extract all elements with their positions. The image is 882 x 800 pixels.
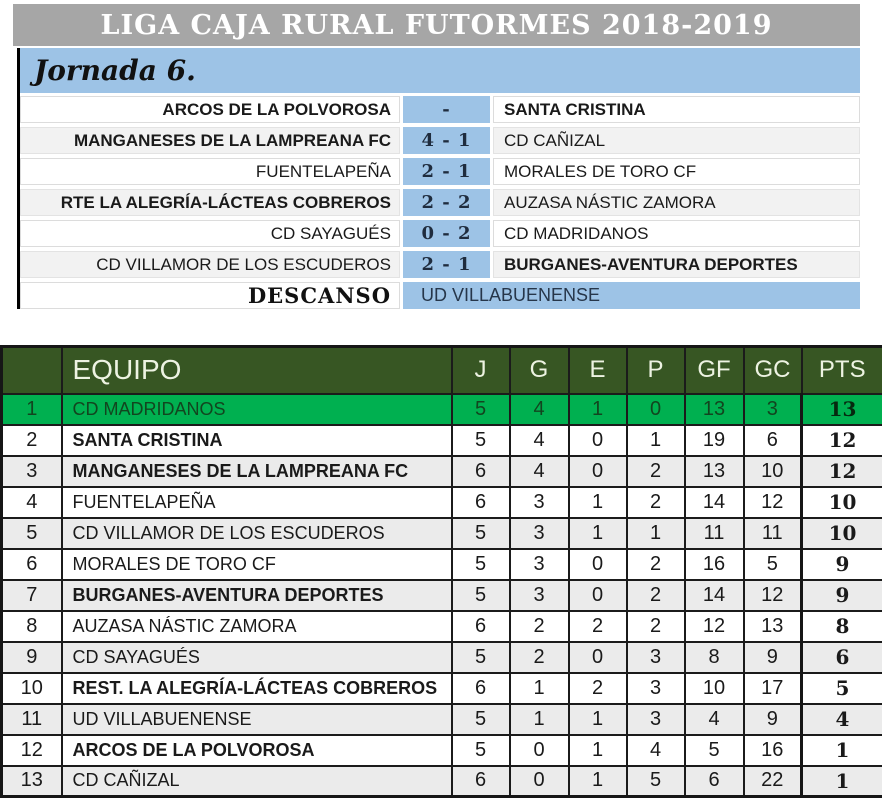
results-rows <box>20 96 860 278</box>
header-equipo: EQUIPO <box>62 347 452 394</box>
won-cell: 3 <box>510 487 569 518</box>
team-cell: MORALES DE TORO CF <box>62 549 452 580</box>
position-cell: 13 <box>2 766 62 797</box>
descanso-row <box>20 282 860 309</box>
won-cell: 3 <box>510 580 569 611</box>
table-row <box>2 518 882 549</box>
points-cell: 5 <box>802 673 882 704</box>
drawn-cell: 1 <box>569 704 627 735</box>
goals-against-cell: 22 <box>744 766 802 797</box>
lost-cell: 2 <box>627 456 685 487</box>
lost-cell: 3 <box>627 673 685 704</box>
won-cell: 0 <box>510 766 569 797</box>
won-cell: 3 <box>510 518 569 549</box>
away-team: CD CAÑIZAL <box>493 127 860 154</box>
lost-cell: 1 <box>627 518 685 549</box>
jornada-bar <box>20 48 860 93</box>
header-points: PTS <box>802 347 882 394</box>
goals-against-cell: 9 <box>744 642 802 673</box>
goals-against-cell: 10 <box>744 456 802 487</box>
lost-cell: 3 <box>627 704 685 735</box>
lost-cell: 2 <box>627 611 685 642</box>
played-cell: 5 <box>452 394 510 425</box>
goals-for-cell: 14 <box>685 580 744 611</box>
header-drawn: E <box>569 347 627 394</box>
won-cell: 3 <box>510 549 569 580</box>
points-cell: 1 <box>802 766 882 797</box>
position-cell: 11 <box>2 704 62 735</box>
table-row <box>2 642 882 673</box>
lost-cell: 1 <box>627 425 685 456</box>
position-cell: 7 <box>2 580 62 611</box>
played-cell: 6 <box>452 487 510 518</box>
team-cell: SANTA CRISTINA <box>62 425 452 456</box>
won-cell: 4 <box>510 456 569 487</box>
goals-against-cell: 17 <box>744 673 802 704</box>
match-score: 2 - 2 <box>403 189 490 216</box>
points-cell: 12 <box>802 425 882 456</box>
away-team: SANTA CRISTINA <box>493 96 860 123</box>
lost-cell: 2 <box>627 549 685 580</box>
team-cell: ARCOS DE LA POLVOROSA <box>62 735 452 766</box>
drawn-cell: 0 <box>569 456 627 487</box>
played-cell: 5 <box>452 518 510 549</box>
position-cell: 8 <box>2 611 62 642</box>
table-row <box>2 425 882 456</box>
played-cell: 5 <box>452 642 510 673</box>
drawn-cell: 1 <box>569 766 627 797</box>
position-cell: 10 <box>2 673 62 704</box>
team-cell: CD SAYAGUÉS <box>62 642 452 673</box>
results-table <box>17 48 860 309</box>
played-cell: 5 <box>452 425 510 456</box>
away-team: MORALES DE TORO CF <box>493 158 860 185</box>
match-score: 2 - 1 <box>403 251 490 278</box>
won-cell: 4 <box>510 425 569 456</box>
descanso-team: UD VILLABUENENSE <box>403 282 860 309</box>
points-cell: 6 <box>802 642 882 673</box>
match-score: 0 - 2 <box>403 220 490 247</box>
goals-for-cell: 12 <box>685 611 744 642</box>
goals-for-cell: 10 <box>685 673 744 704</box>
goals-against-cell: 12 <box>744 580 802 611</box>
standings-header-row <box>2 347 882 394</box>
lost-cell: 4 <box>627 735 685 766</box>
goals-for-cell: 5 <box>685 735 744 766</box>
goals-against-cell: 11 <box>744 518 802 549</box>
jornada-label: Jornada 6. <box>34 54 196 87</box>
lost-cell: 5 <box>627 766 685 797</box>
drawn-cell: 1 <box>569 735 627 766</box>
league-title-bar <box>13 4 860 46</box>
away-team: AUZASA NÁSTIC ZAMORA <box>493 189 860 216</box>
match-row <box>20 96 860 123</box>
table-row <box>2 611 882 642</box>
goals-against-cell: 6 <box>744 425 802 456</box>
position-cell: 6 <box>2 549 62 580</box>
results-section <box>13 4 860 313</box>
team-cell: UD VILLABUENENSE <box>62 704 452 735</box>
table-row <box>2 394 882 425</box>
goals-against-cell: 13 <box>744 611 802 642</box>
played-cell: 6 <box>452 611 510 642</box>
drawn-cell: 1 <box>569 487 627 518</box>
header-won: G <box>510 347 569 394</box>
points-cell: 1 <box>802 735 882 766</box>
points-cell: 10 <box>802 487 882 518</box>
league-title: LIGA CAJA RURAL FUTORMES 2018-2019 <box>100 9 773 41</box>
header-goals-for: GF <box>685 347 744 394</box>
won-cell: 1 <box>510 673 569 704</box>
table-row <box>2 487 882 518</box>
goals-for-cell: 19 <box>685 425 744 456</box>
goals-for-cell: 6 <box>685 766 744 797</box>
won-cell: 1 <box>510 704 569 735</box>
team-cell: CD VILLAMOR DE LOS ESCUDEROS <box>62 518 452 549</box>
points-cell: 9 <box>802 580 882 611</box>
won-cell: 4 <box>510 394 569 425</box>
home-team: CD SAYAGUÉS <box>20 220 400 247</box>
drawn-cell: 1 <box>569 518 627 549</box>
goals-against-cell: 12 <box>744 487 802 518</box>
match-row <box>20 127 860 154</box>
points-cell: 12 <box>802 456 882 487</box>
goals-for-cell: 4 <box>685 704 744 735</box>
goals-for-cell: 13 <box>685 456 744 487</box>
header-goals-against: GC <box>744 347 802 394</box>
table-row <box>2 735 882 766</box>
table-row <box>2 704 882 735</box>
position-cell: 1 <box>2 394 62 425</box>
won-cell: 0 <box>510 735 569 766</box>
goals-against-cell: 9 <box>744 704 802 735</box>
header-played: J <box>452 347 510 394</box>
away-team: BURGANES-AVENTURA DEPORTES <box>493 251 860 278</box>
team-cell: MANGANESES DE LA LAMPREANA FC <box>62 456 452 487</box>
goals-for-cell: 13 <box>685 394 744 425</box>
drawn-cell: 1 <box>569 394 627 425</box>
table-row <box>2 673 882 704</box>
drawn-cell: 0 <box>569 549 627 580</box>
table-row <box>2 766 882 797</box>
goals-against-cell: 16 <box>744 735 802 766</box>
goals-for-cell: 16 <box>685 549 744 580</box>
lost-cell: 3 <box>627 642 685 673</box>
match-row <box>20 251 860 278</box>
team-cell: REST. LA ALEGRÍA-LÁCTEAS COBREROS <box>62 673 452 704</box>
header-position <box>2 347 62 394</box>
played-cell: 5 <box>452 549 510 580</box>
points-cell: 10 <box>802 518 882 549</box>
table-row <box>2 580 882 611</box>
match-row <box>20 220 860 247</box>
drawn-cell: 0 <box>569 580 627 611</box>
match-score: - <box>403 96 490 123</box>
position-cell: 9 <box>2 642 62 673</box>
lost-cell: 2 <box>627 487 685 518</box>
points-cell: 13 <box>802 394 882 425</box>
table-row <box>2 549 882 580</box>
won-cell: 2 <box>510 642 569 673</box>
team-cell: BURGANES-AVENTURA DEPORTES <box>62 580 452 611</box>
match-row <box>20 189 860 216</box>
position-cell: 3 <box>2 456 62 487</box>
home-team: MANGANESES DE LA LAMPREANA FC <box>20 127 400 154</box>
played-cell: 5 <box>452 704 510 735</box>
team-cell: CD MADRIDANOS <box>62 394 452 425</box>
table-row <box>2 456 882 487</box>
played-cell: 6 <box>452 673 510 704</box>
points-cell: 9 <box>802 549 882 580</box>
match-row <box>20 158 860 185</box>
home-team: CD VILLAMOR DE LOS ESCUDEROS <box>20 251 400 278</box>
points-cell: 4 <box>802 704 882 735</box>
played-cell: 5 <box>452 735 510 766</box>
points-cell: 8 <box>802 611 882 642</box>
drawn-cell: 2 <box>569 673 627 704</box>
lost-cell: 0 <box>627 394 685 425</box>
match-score: 4 - 1 <box>403 127 490 154</box>
played-cell: 5 <box>452 580 510 611</box>
home-team: RTE LA ALEGRÍA-LÁCTEAS COBREROS <box>20 189 400 216</box>
team-cell: AUZASA NÁSTIC ZAMORA <box>62 611 452 642</box>
position-cell: 4 <box>2 487 62 518</box>
position-cell: 5 <box>2 518 62 549</box>
away-team: CD MADRIDANOS <box>493 220 860 247</box>
match-score: 2 - 1 <box>403 158 490 185</box>
descanso-label: DESCANSO <box>247 283 391 308</box>
team-cell: CD CAÑIZAL <box>62 766 452 797</box>
lost-cell: 2 <box>627 580 685 611</box>
team-cell: FUENTELAPEÑA <box>62 487 452 518</box>
drawn-cell: 2 <box>569 611 627 642</box>
drawn-cell: 0 <box>569 642 627 673</box>
played-cell: 6 <box>452 456 510 487</box>
position-cell: 2 <box>2 425 62 456</box>
header-lost: P <box>627 347 685 394</box>
goals-for-cell: 14 <box>685 487 744 518</box>
won-cell: 2 <box>510 611 569 642</box>
drawn-cell: 0 <box>569 425 627 456</box>
position-cell: 12 <box>2 735 62 766</box>
goals-against-cell: 3 <box>744 394 802 425</box>
goals-for-cell: 11 <box>685 518 744 549</box>
goals-for-cell: 8 <box>685 642 744 673</box>
home-team: FUENTELAPEÑA <box>20 158 400 185</box>
goals-against-cell: 5 <box>744 549 802 580</box>
standings-table <box>0 345 882 798</box>
home-team: ARCOS DE LA POLVOROSA <box>20 96 400 123</box>
played-cell: 6 <box>452 766 510 797</box>
descanso-cell <box>20 282 400 309</box>
